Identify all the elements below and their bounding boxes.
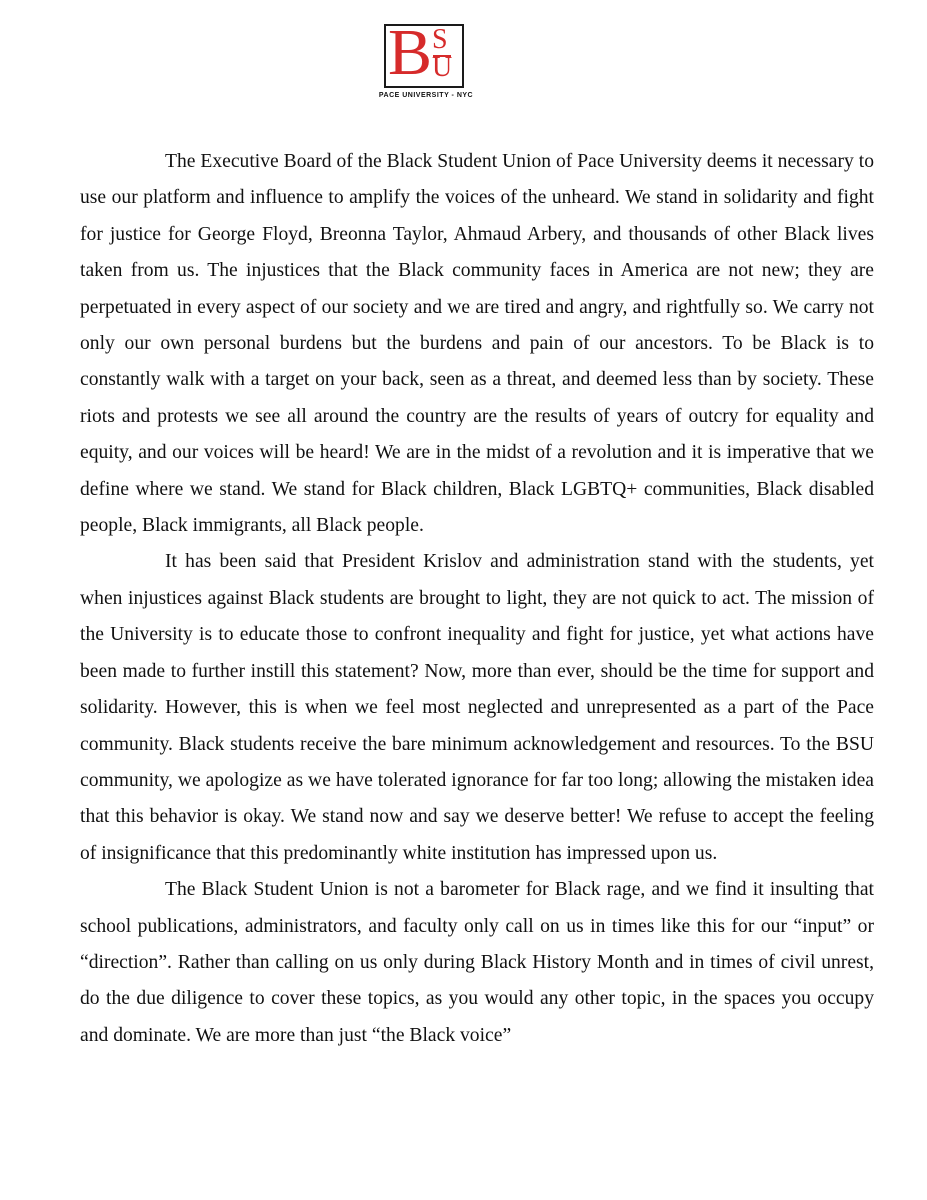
bsu-logo [376, 16, 476, 106]
paragraph-3: The Black Student Union is not a barometer for Black rage, and we find it insulting that school publications, administrators, and faculty only call on us in times like this for our “input” or “direction”. Rather than calling on us only during Black History Month and in times of civil unrest, do the due diligence to cover these topics, as you would any other topic, in the spaces you occupy and dominate. We are more than just “the Black voice” [80, 879, 874, 1046]
logo-letter-u: U [432, 52, 453, 83]
letter-body [80, 144, 874, 1054]
logo-letter-s: S [432, 24, 448, 55]
paragraph-1: The Executive Board of the Black Student Union of Pace University deems it necessary to use our platform and influence to amplify the voices of the unheard. We stand in solidarity and fight for justice for George Floyd, Breonna Taylor, Ahmaud Arbery, and thousands of other Black lives taken from us. The injustices that the Black community faces in America are not new; they are perpetuated in every aspect of our society and we are tired and angry, and rightfully so. We carry not only our own personal burdens but the burdens and pain of our ancestors. To be Black is to constantly walk with a target on your back, seen as a threat, and deemed less than by society. These riots and protests we see all around the country are the results of years of outcry for equality and equity, and our voices will be heard! We are in the midst of a revolution and it is imperative that we define where we stand. We stand for Black children, Black LGBTQ+ communities, Black disabled people, Black immigrants, all Black people. [80, 151, 874, 537]
logo-caption: PACE UNIVERSITY - NYC [378, 92, 474, 99]
paragraph-2: It has been said that President Krislov and administration stand with the students, yet when injustices against Black students are brought to light, they are not quick to act. The mission of the University is to educate those to confront inequality and fight for justice, yet what actions have been made to further instill this statement? Now, more than ever, should be the time for support and solidarity. However, this is when we feel most neglected and unrepresented as a part of the Pace community. Black students receive the bare minimum acknowledgement and resources. To the BSU community, we apologize as we have tolerated ignorance for far too long; allowing the mistaken idea that this behavior is okay. We stand now and say we deserve better! We refuse to accept the feeling of insignificance that this predominantly white institution has impressed upon us. [80, 551, 874, 864]
logo-letter-b: B [388, 16, 433, 89]
